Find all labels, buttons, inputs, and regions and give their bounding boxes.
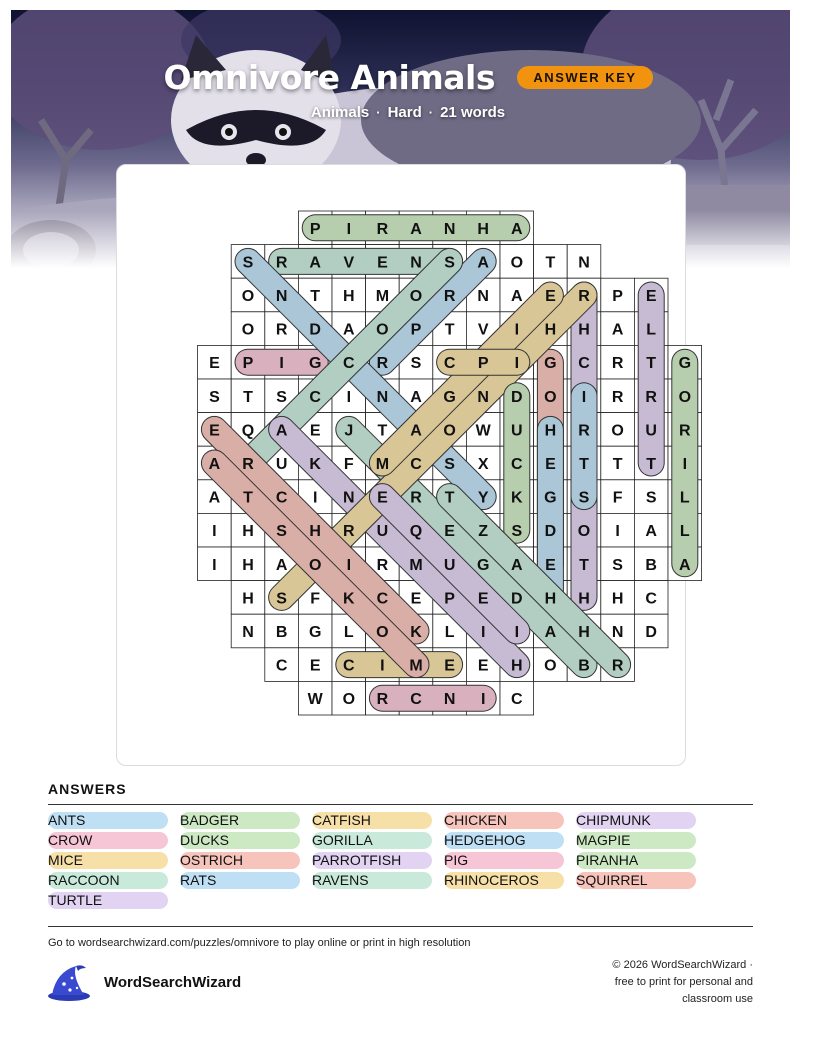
grid-letter: I bbox=[346, 388, 352, 406]
grid-letter: A bbox=[679, 556, 691, 574]
brand-name: WordSearchWizard bbox=[104, 974, 242, 991]
answer-word: CHIPMUNK bbox=[576, 812, 696, 829]
grid-letter: D bbox=[309, 321, 321, 339]
grid-letter: E bbox=[477, 590, 489, 608]
grid-letter: R bbox=[376, 691, 389, 709]
grid-letter: S bbox=[410, 355, 422, 373]
grid-letter: R bbox=[242, 456, 254, 473]
grid-letter: G bbox=[308, 355, 322, 373]
grid-letter: M bbox=[375, 456, 390, 473]
grid-letter: T bbox=[646, 456, 657, 473]
grid-letter: H bbox=[544, 321, 557, 339]
grid-letter: N bbox=[477, 388, 489, 406]
answer-word: RHINOCEROS bbox=[444, 872, 564, 889]
grid-letter: N bbox=[443, 691, 456, 709]
grid-letter: A bbox=[511, 288, 523, 305]
grid-letter: K bbox=[511, 489, 523, 507]
copyright-line: © 2026 WordSearchWizard · bbox=[612, 959, 753, 971]
category-label: Animals bbox=[310, 104, 370, 121]
grid-letter: O bbox=[544, 657, 557, 675]
grid-letter: T bbox=[310, 288, 321, 305]
answer-word: PIG bbox=[444, 852, 564, 869]
answer-word: DUCKS bbox=[180, 832, 300, 849]
difficulty-label: Hard bbox=[387, 104, 422, 121]
answer-word: MICE bbox=[48, 852, 168, 869]
grid-letter: A bbox=[275, 556, 288, 574]
grid-letter: E bbox=[209, 422, 220, 440]
grid-letter: H bbox=[343, 288, 355, 305]
grid-letter: E bbox=[410, 590, 422, 608]
grid-letter: R bbox=[275, 254, 288, 272]
grid-letter: R bbox=[376, 556, 389, 574]
meta-separator: · bbox=[376, 105, 381, 120]
grid-letter: R bbox=[443, 288, 456, 305]
grid-letter: N bbox=[376, 388, 389, 406]
grid-letter: H bbox=[578, 590, 590, 608]
answer-word: MAGPIE bbox=[576, 832, 696, 849]
grid-letter: N bbox=[477, 288, 489, 305]
grid-letter: L bbox=[646, 321, 657, 339]
grid-letter: V bbox=[477, 321, 489, 339]
grid-letter: A bbox=[208, 456, 221, 473]
grid-letter: O bbox=[342, 691, 356, 709]
grid-letter: R bbox=[376, 355, 389, 373]
answer-word: CHICKEN bbox=[444, 812, 564, 829]
grid-letter: O bbox=[611, 422, 624, 440]
grid-letter: N bbox=[275, 288, 288, 305]
grid-letter: O bbox=[376, 321, 389, 339]
grid-letter: I bbox=[514, 321, 520, 339]
grid-letter: A bbox=[208, 489, 221, 507]
grid-letter: I bbox=[380, 657, 385, 675]
grid-letter: Z bbox=[478, 523, 489, 541]
grid-letter: R bbox=[410, 489, 422, 507]
grid-letter: Q bbox=[241, 422, 255, 440]
grid-letter: T bbox=[612, 456, 623, 473]
answer-word: SQUIRREL bbox=[576, 872, 696, 889]
grid-letter: C bbox=[410, 456, 422, 473]
answer-word: BADGER bbox=[180, 812, 300, 829]
grid-letter: C bbox=[645, 590, 657, 608]
grid-letter: E bbox=[444, 657, 455, 675]
answer-word: PIRANHA bbox=[576, 852, 696, 869]
grid-letter: O bbox=[544, 388, 557, 406]
grid-letter: K bbox=[309, 456, 321, 473]
grid-letter: L bbox=[679, 489, 690, 507]
grid-letter: F bbox=[612, 489, 623, 507]
grid-letter: O bbox=[510, 254, 524, 272]
grid-letter: W bbox=[475, 422, 491, 440]
grid-letter: G bbox=[544, 489, 557, 507]
grid-letter: T bbox=[243, 388, 253, 406]
grid-letter: H bbox=[578, 321, 590, 339]
grid-letter: C bbox=[376, 590, 389, 608]
grid-letter: U bbox=[645, 422, 657, 440]
grid-letter: T bbox=[545, 254, 556, 272]
grid-letter: G bbox=[544, 355, 557, 373]
grid-letter: H bbox=[511, 657, 523, 675]
grid-letter: G bbox=[308, 624, 322, 641]
grid-letter: H bbox=[242, 556, 254, 574]
answer-word: CROW bbox=[48, 832, 168, 849]
grid-letter: H bbox=[611, 590, 624, 608]
grid-letter: R bbox=[679, 422, 691, 440]
grid-letter: A bbox=[645, 523, 657, 541]
grid-letter: O bbox=[409, 288, 423, 305]
grid-letter: C bbox=[275, 489, 288, 507]
grid-letter: S bbox=[209, 388, 220, 406]
grid-letter: S bbox=[276, 388, 287, 406]
grid-letter: P bbox=[309, 220, 321, 238]
answer-word: GORILLA bbox=[312, 832, 432, 849]
word-count-label: 21 words bbox=[440, 104, 506, 121]
grid-letter: P bbox=[242, 355, 254, 373]
grid-letter: S bbox=[444, 456, 455, 473]
grid-letter: A bbox=[410, 422, 422, 440]
grid-letter: T bbox=[243, 489, 253, 507]
grid-letter: A bbox=[511, 556, 523, 574]
copyright-line: classroom use bbox=[682, 993, 753, 1005]
grid-letter: T bbox=[579, 456, 589, 473]
grid-letter: H bbox=[578, 624, 590, 641]
grid-letter: R bbox=[611, 388, 624, 406]
grid-letter: R bbox=[343, 523, 355, 541]
grid-letter: A bbox=[410, 220, 422, 238]
grid-letter: B bbox=[645, 556, 657, 574]
grid-letter: I bbox=[682, 456, 688, 473]
grid-letter: V bbox=[343, 254, 355, 272]
grid-letter: S bbox=[444, 254, 455, 272]
grid-letter: F bbox=[310, 590, 321, 608]
grid-letter: E bbox=[377, 254, 388, 272]
grid-letter: C bbox=[443, 355, 456, 373]
grid-letter: I bbox=[279, 355, 284, 373]
grid-letter: H bbox=[544, 590, 557, 608]
grid-letter: C bbox=[511, 456, 523, 473]
grid-letter: S bbox=[276, 523, 287, 541]
grid-letter: P bbox=[410, 321, 422, 339]
grid-letter: C bbox=[410, 691, 422, 709]
answer-word: TURTLE bbox=[48, 892, 168, 909]
copyright-line: free to print for personal and bbox=[614, 976, 753, 988]
answers-heading: ANSWERS bbox=[48, 781, 127, 797]
grid-letter: F bbox=[343, 456, 354, 473]
grid-letter: G bbox=[476, 556, 490, 574]
grid-letter: M bbox=[375, 288, 390, 305]
grid-letter: T bbox=[444, 489, 455, 507]
grid-letter: Q bbox=[409, 523, 423, 541]
grid-letter: S bbox=[242, 254, 254, 272]
grid-letter: N bbox=[410, 254, 422, 272]
grid-letter: I bbox=[480, 624, 486, 641]
page-title: Omnivore Animals bbox=[163, 58, 495, 97]
grid-letter: S bbox=[511, 523, 523, 541]
answer-word: CATFISH bbox=[312, 812, 432, 829]
grid-letter: L bbox=[679, 523, 690, 541]
grid-letter: X bbox=[477, 456, 489, 473]
answer-word: OSTRICH bbox=[180, 852, 300, 869]
grid-letter: O bbox=[308, 556, 322, 574]
grid-letter: P bbox=[477, 355, 489, 373]
grid-letter: S bbox=[612, 556, 623, 574]
grid-letter: I bbox=[212, 523, 217, 541]
grid-letter: A bbox=[343, 321, 355, 339]
grid-letter: N bbox=[611, 624, 624, 641]
copyright-notice bbox=[553, 957, 753, 1008]
answer-word: PARROTFISH bbox=[312, 852, 432, 869]
grid-letter: G bbox=[443, 388, 456, 406]
grid-letter: O bbox=[443, 422, 456, 440]
divider bbox=[48, 804, 753, 805]
grid-letter: J bbox=[344, 422, 354, 440]
grid-letter: T bbox=[646, 355, 657, 373]
grid-letter: A bbox=[477, 254, 489, 272]
grid-letter: I bbox=[346, 220, 352, 238]
grid-letter: E bbox=[209, 355, 220, 373]
grid-letter: A bbox=[275, 422, 288, 440]
grid-letter: T bbox=[377, 422, 388, 440]
grid-letter: H bbox=[477, 220, 489, 238]
grid-letter: E bbox=[545, 288, 556, 305]
grid-letter: N bbox=[343, 489, 355, 507]
grid-letter: U bbox=[443, 556, 456, 574]
grid-letter: I bbox=[212, 556, 217, 574]
grid-letter: C bbox=[343, 657, 355, 675]
grid-letter: B bbox=[578, 657, 590, 675]
meta-separator: · bbox=[428, 105, 434, 120]
grid-letter: A bbox=[511, 220, 523, 238]
grid-letter: U bbox=[275, 456, 288, 473]
grid-letter: E bbox=[545, 456, 556, 473]
grid-letter: C bbox=[275, 657, 288, 675]
answer-word: ANTS bbox=[48, 812, 168, 829]
grid-letter: P bbox=[444, 590, 455, 608]
grid-letter: W bbox=[307, 691, 323, 709]
grid-letter: N bbox=[443, 220, 456, 238]
grid-letter: E bbox=[477, 657, 489, 675]
answer-word: RAVENS bbox=[312, 872, 432, 889]
grid-letter: O bbox=[376, 624, 389, 641]
grid-letter: B bbox=[275, 624, 288, 641]
answer-word: HEDGEHOG bbox=[444, 832, 564, 849]
grid-letter: I bbox=[312, 489, 318, 507]
grid-letter: L bbox=[343, 624, 354, 641]
grid-letter: I bbox=[514, 624, 520, 641]
grid-letter: O bbox=[577, 523, 591, 541]
grid-letter: O bbox=[241, 321, 255, 339]
grid-letter: C bbox=[343, 355, 355, 373]
grid-letter: K bbox=[343, 590, 355, 608]
grid-letter: H bbox=[242, 590, 254, 608]
grid-letter: H bbox=[309, 523, 321, 541]
grid-letter: L bbox=[444, 624, 455, 641]
grid-letter: R bbox=[376, 220, 389, 238]
grid-letter: A bbox=[544, 624, 557, 641]
grid-letter: E bbox=[645, 288, 657, 305]
grid-letter: I bbox=[346, 556, 352, 574]
grid-letter: U bbox=[376, 523, 389, 541]
grid-letter: R bbox=[611, 355, 624, 373]
grid-letter: I bbox=[514, 355, 520, 373]
answer-word: RATS bbox=[180, 872, 300, 889]
grid-letter: M bbox=[409, 657, 423, 675]
footer-link-text: Go to wordsearchwizard.com/puzzles/omnivore to play online or print in high resolution bbox=[48, 937, 471, 949]
grid-letter: O bbox=[241, 288, 255, 305]
grid-letter: E bbox=[444, 523, 455, 541]
grid-letter: C bbox=[578, 355, 590, 373]
grid-letter: R bbox=[578, 288, 590, 305]
grid-letter: A bbox=[309, 254, 321, 272]
grid-letter: R bbox=[275, 321, 288, 339]
grid-letter: C bbox=[511, 691, 523, 709]
grid-letter: I bbox=[581, 388, 587, 406]
grid-letter: C bbox=[309, 388, 321, 406]
grid-letter: E bbox=[377, 489, 388, 507]
grid-letter: S bbox=[645, 489, 657, 507]
grid-letter: T bbox=[579, 556, 589, 574]
grid-letter: H bbox=[544, 422, 557, 440]
grid-letter: S bbox=[276, 590, 287, 608]
grid-letter: R bbox=[578, 422, 590, 440]
grid-letter: U bbox=[511, 422, 523, 440]
answers-list bbox=[48, 812, 753, 912]
grid-letter: R bbox=[645, 388, 657, 406]
grid-letter: E bbox=[545, 556, 556, 574]
grid-letter: T bbox=[444, 321, 455, 339]
grid-letter: G bbox=[678, 355, 692, 373]
grid-letter: E bbox=[309, 422, 321, 440]
grid-letter: R bbox=[611, 657, 624, 675]
grid-letter: D bbox=[645, 624, 657, 641]
grid-letter: P bbox=[612, 288, 623, 305]
grid-letter: S bbox=[578, 489, 590, 507]
grid-letter: I bbox=[480, 691, 486, 709]
wizard-hat-icon bbox=[46, 962, 92, 1007]
grid-letter: D bbox=[511, 388, 523, 406]
grid-letter: N bbox=[242, 624, 254, 641]
grid-letter: I bbox=[615, 523, 620, 541]
grid-letter: E bbox=[309, 657, 321, 675]
grid-letter: Y bbox=[477, 489, 489, 507]
grid-letter: H bbox=[242, 523, 254, 541]
grid-letter: D bbox=[544, 523, 557, 541]
grid-letter: A bbox=[410, 388, 422, 406]
grid-letter: O bbox=[678, 388, 692, 406]
grid-letter: A bbox=[611, 321, 624, 339]
grid-letter: M bbox=[409, 556, 423, 574]
answer-word: RACCOON bbox=[48, 872, 168, 889]
grid-letter: D bbox=[511, 590, 523, 608]
grid-letter: K bbox=[410, 624, 422, 641]
answer-key-badge: ANSWER KEY bbox=[517, 66, 652, 89]
divider bbox=[48, 926, 753, 927]
grid-letter: N bbox=[578, 254, 590, 272]
